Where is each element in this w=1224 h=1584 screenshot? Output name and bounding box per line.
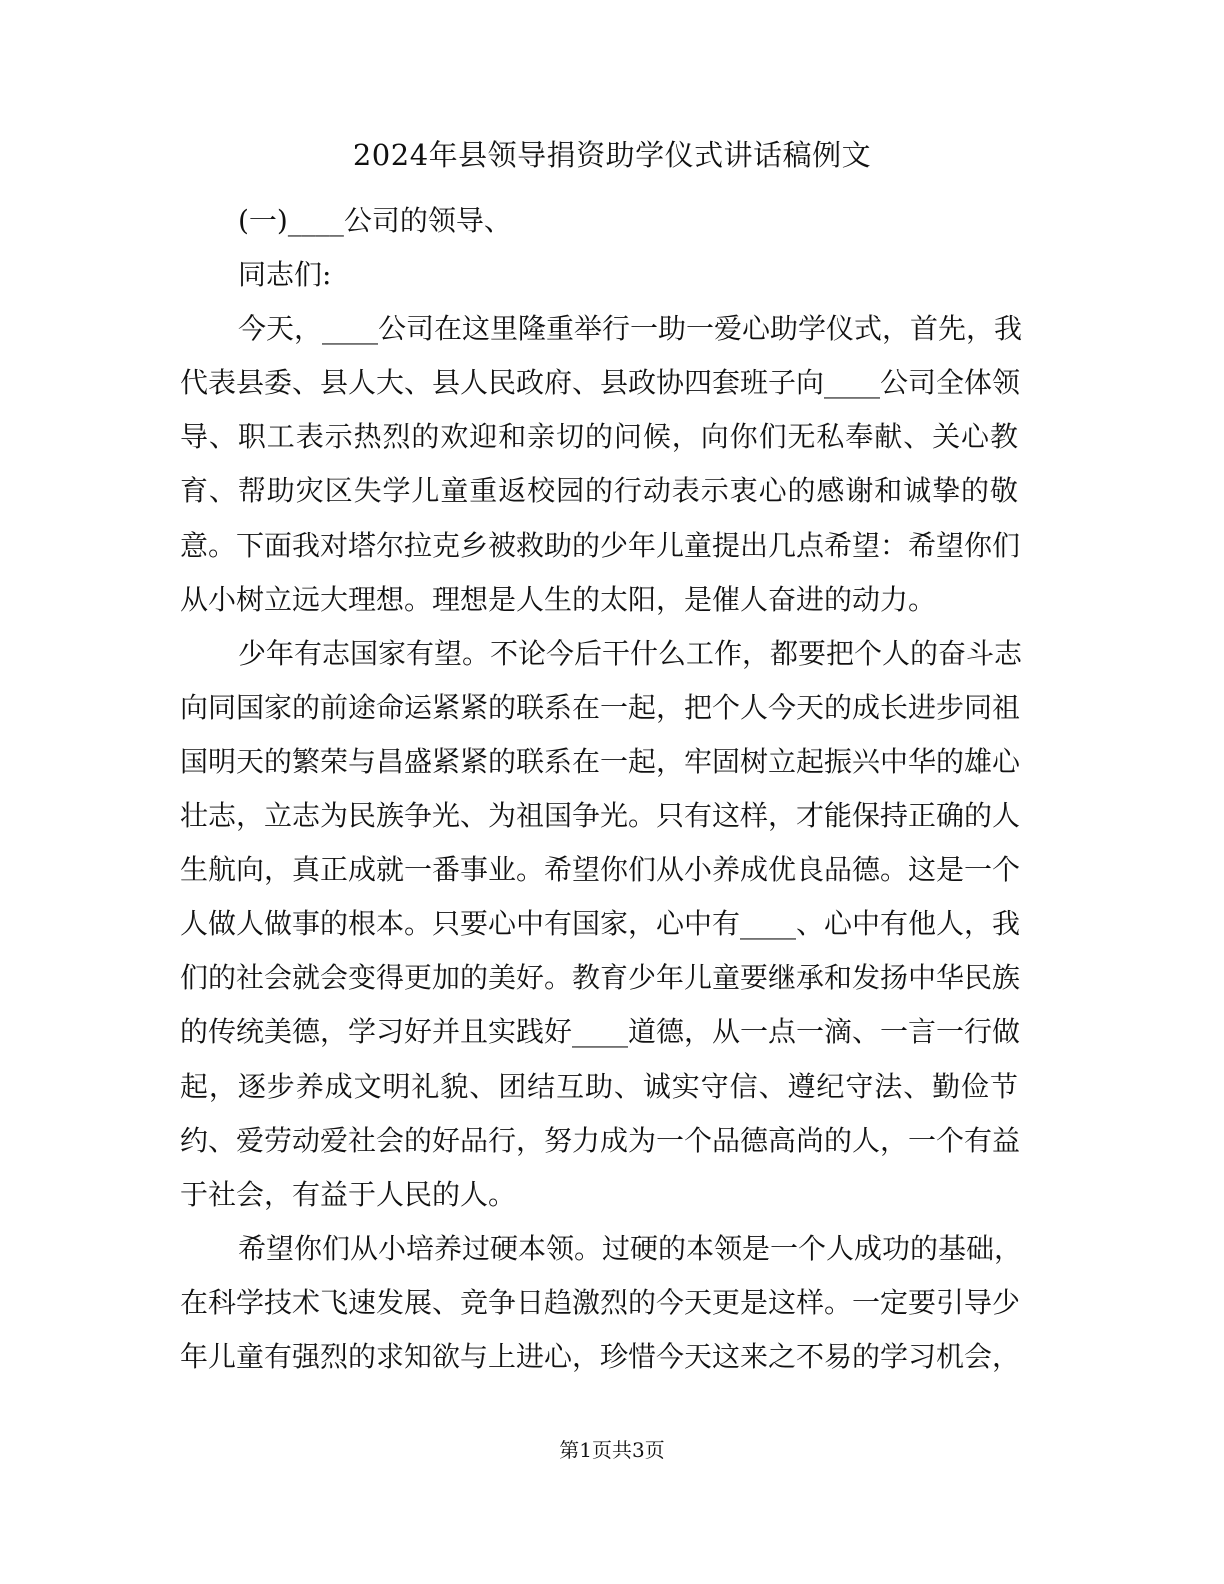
body-line: 约、爱劳动爱社会的好品行，努力成为一个品德高尚的人，一个有益	[180, 1123, 1021, 1157]
body-line: 于社会，有益于人民的人。	[180, 1177, 517, 1211]
body-line: 国明天的繁荣与昌盛紧紧的联系在一起，牢固树立起振兴中华的雄心	[180, 744, 1021, 778]
body-line: 从小树立远大理想。理想是人生的太阳，是催人奋进的动力。	[180, 582, 937, 616]
body-line: 向同国家的前途命运紧紧的联系在一起，把个人今天的成长进步同祖	[180, 690, 1021, 724]
body-line: (一)____公司的领导、	[238, 204, 512, 237]
body-line: 意。下面我对塔尔拉克乡被救助的少年儿童提出几点希望：希望你们	[180, 528, 1021, 562]
body-line: 同志们:	[238, 258, 332, 292]
body-line: 育、帮助灾区失学儿童重返校园的行动表示衷心的感谢和诚挚的敬	[180, 474, 1018, 508]
document-body	[180, 194, 1023, 1384]
body-line: 人做人做事的根本。只要心中有国家，心中有____、心中有他人，我	[180, 907, 1021, 941]
body-line: 年儿童有强烈的求知欲与上进心，珍惜今天这来之不易的学习机会，	[180, 1339, 1021, 1373]
body-line: 的传统美德，学习好并且实践好____道德，从一点一滴、一言一行做	[180, 1015, 1021, 1049]
document-title: 2024年县领导捐资助学仪式讲话稿例文	[352, 138, 872, 172]
body-line: 导、职工表示热烈的欢迎和亲切的问候，向你们无私奉献、关心教	[180, 420, 1018, 454]
body-line: 生航向，真正成就一番事业。希望你们从小养成优良品德。这是一个	[180, 853, 1021, 887]
body-line: 在科学技术飞速发展、竞争日趋激烈的今天更是这样。一定要引导少	[180, 1285, 1021, 1319]
body-line: 少年有志国家有望。不论今后干什么工作，都要把个人的奋斗志	[238, 636, 1023, 670]
body-line: 代表县委、县人大、县人民政府、县政协四套班子向____公司全体领	[180, 366, 1021, 400]
body-line: 今天，____公司在这里隆重举行一助一爱心助学仪式，首先，我	[238, 312, 1023, 346]
page-footer: 第1页共3页	[559, 1438, 665, 1462]
body-line: 起，逐步养成文明礼貌、团结互助、诚实守信、遵纪守法、勤俭节	[180, 1069, 1018, 1103]
body-line: 们的社会就会变得更加的美好。教育少年儿童要继承和发扬中华民族	[180, 961, 1021, 995]
body-line: 希望你们从小培养过硬本领。过硬的本领是一个人成功的基础，	[238, 1231, 1023, 1265]
body-line: 壮志，立志为民族争光、为祖国争光。只有这样，才能保持正确的人	[180, 799, 1021, 833]
